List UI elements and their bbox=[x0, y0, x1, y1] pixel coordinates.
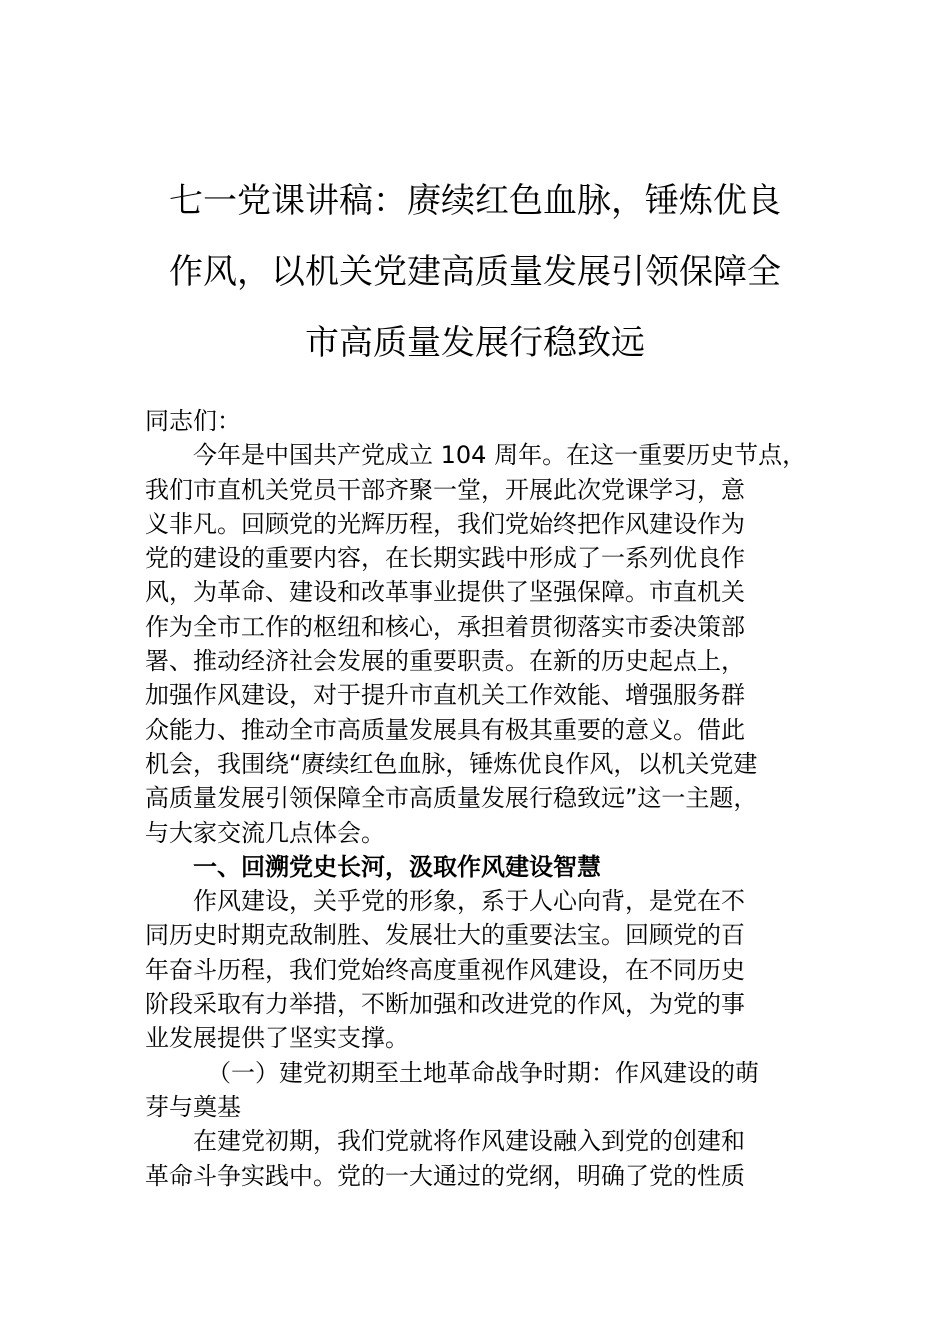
paragraph-line: 年奋斗历程，我们党始终高度重视作风建设，在不同历史 bbox=[145, 955, 745, 984]
paragraph-line: 党的建设的重要内容，在长期实践中形成了一系列优良作 bbox=[145, 544, 745, 573]
paragraph-line: 义非凡。回顾党的光辉历程，我们党始终把作风建设作为 bbox=[145, 509, 745, 538]
paragraph-line: 革命斗争实践中。党的一大通过的党纲，明确了党的性质 bbox=[145, 1161, 745, 1190]
paragraph-line: 在建党初期，我们党就将作风建设融入到党的创建和 bbox=[193, 1127, 745, 1156]
paragraph-line: 业发展提供了坚实支撑。 bbox=[145, 1024, 409, 1053]
paragraph-line: 风，为革命、建设和改革事业提供了坚强保障。市直机关 bbox=[145, 578, 745, 607]
paragraph-line: 作为全市工作的枢纽和核心，承担着贯彻落实市委决策部 bbox=[145, 612, 745, 641]
paragraph-line: 今年是中国共产党成立 104 周年。在这一重要历史节点， bbox=[193, 441, 807, 470]
subsection-heading: （一）建党初期至土地革命战争时期：作风建设的萌 bbox=[207, 1058, 759, 1087]
paragraph-line: 加强作风建设，对于提升市直机关工作效能、增强服务群 bbox=[145, 681, 745, 710]
paragraph-line: 我们市直机关党员干部齐聚一堂，开展此次党课学习，意 bbox=[145, 475, 745, 504]
paragraph-line: 署、推动经济社会发展的重要职责。在新的历史起点上， bbox=[145, 647, 745, 676]
paragraph-line: 高质量发展引领保障全市高质量发展行稳致远”这一主题， bbox=[145, 784, 758, 813]
paragraph-line: 同历史时期克敌制胜、发展壮大的重要法宝。回顾党的百 bbox=[145, 921, 745, 950]
paragraph-line: 作风建设，关乎党的形象，系于人心向背，是党在不 bbox=[193, 887, 745, 916]
section-heading: 一、回溯党史长河，汲取作风建设智慧 bbox=[193, 852, 601, 881]
document-title bbox=[130, 166, 820, 379]
paragraph-line: 与大家交流几点体会。 bbox=[145, 818, 385, 847]
title-line-1: 七一党课讲稿：赓续红色血脉，锤炼优良 bbox=[169, 181, 781, 221]
paragraph-line: 阶段采取有力举措，不断加强和改进党的作风，为党的事 bbox=[145, 990, 745, 1019]
title-line-3: 市高质量发展行稳致远 bbox=[305, 323, 645, 363]
paragraph-line: 机会，我围绕“赓续红色血脉，锤炼优良作风，以机关党建 bbox=[145, 749, 758, 778]
subsection-heading-continued: 芽与奠基 bbox=[145, 1092, 241, 1121]
salutation: 同志们： bbox=[145, 407, 241, 435]
title-line-2: 作风，以机关党建高质量发展引领保障全 bbox=[169, 252, 781, 292]
document-body bbox=[145, 404, 810, 1193]
paragraph-line: 众能力、推动全市高质量发展具有极其重要的意义。借此 bbox=[145, 715, 745, 744]
